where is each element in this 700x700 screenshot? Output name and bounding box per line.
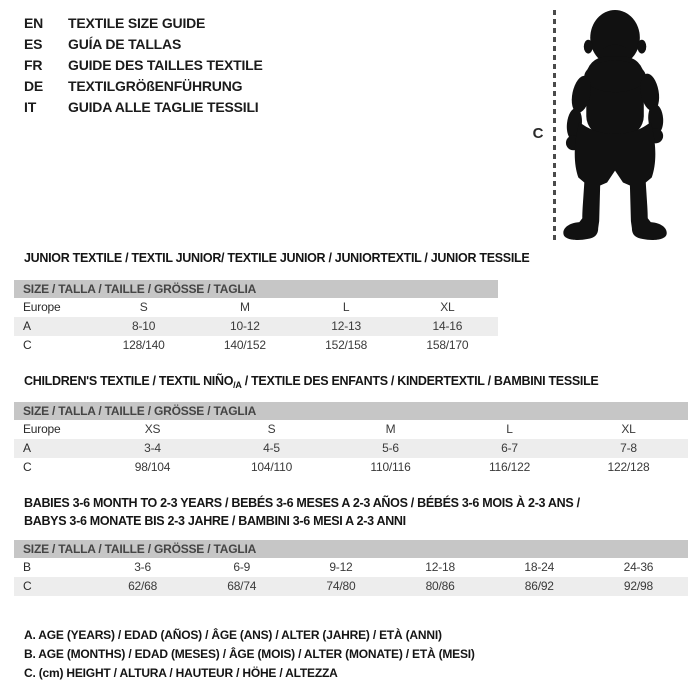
babies-section-title-line2: BABYS 3-6 MONATE BIS 2-3 JAHRE / BAMBINI 3-6 MESI A 2-3 ANNI	[24, 514, 406, 528]
size-header-bar: SIZE / TALLA / TAILLE / GRÖSSE / TAGLIA	[14, 280, 498, 298]
table-cell: 68/74	[227, 579, 257, 593]
size-header-bar: SIZE / TALLA / TAILLE / GRÖSSE / TAGLIA	[14, 540, 688, 558]
table-cell: 6-9	[233, 560, 251, 574]
children-title-sub: /A	[233, 380, 242, 390]
legend-notes	[24, 626, 475, 683]
row-label: A	[23, 319, 31, 333]
language-row-de	[24, 76, 263, 97]
table-cell: 3-6	[134, 560, 151, 574]
table-cell: XL	[440, 300, 455, 314]
babies-section-title-line1: BABIES 3-6 MONTH TO 2-3 YEARS / BEBÉS 3-6 MESES A 2-3 AÑOS / BÉBÉS 3-6 MOIS À 2-3 ANS /	[24, 496, 580, 510]
legend-note-c: C. (cm) HEIGHT / ALTURA / HAUTEUR / HÖHE / ALTEZZA	[24, 666, 338, 680]
table-cell: 104/110	[250, 460, 293, 474]
table-row	[14, 439, 688, 458]
table-cell: 128/140	[122, 338, 165, 352]
table-cell: 12-13	[331, 319, 361, 333]
table-cell: 86/92	[524, 579, 554, 593]
table-cell: 6-7	[501, 441, 518, 455]
babies-size-table	[14, 540, 688, 596]
table-cell: L	[506, 422, 513, 436]
table-cell: 110/116	[370, 460, 411, 474]
legend-note-a: A. AGE (YEARS) / EDAD (AÑOS) / ÂGE (ANS) / ALTER (JAHRE) / ETÀ (ANNI)	[24, 628, 442, 642]
row-label: C	[23, 460, 32, 474]
table-cell: 92/98	[623, 579, 653, 593]
table-cell: 98/104	[134, 460, 171, 474]
language-label: GUIDE DES TAILLES TEXTILE	[68, 57, 263, 73]
row-label: C	[23, 338, 32, 352]
table-row	[14, 558, 688, 577]
language-code: IT	[24, 99, 37, 115]
table-cell: 9-12	[329, 560, 353, 574]
language-label: GUÍA DE TALLAS	[68, 36, 182, 52]
language-row-en	[24, 13, 263, 34]
table-row	[14, 317, 498, 336]
table-cell: 18-24	[524, 560, 555, 574]
table-cell: S	[267, 422, 276, 436]
table-cell: 158/170	[426, 338, 469, 352]
language-row-fr	[24, 55, 263, 76]
table-cell: 5-6	[382, 441, 399, 455]
table-cell: 152/158	[325, 338, 368, 352]
language-label: TEXTILGRÖßENFÜHRUNG	[68, 78, 243, 94]
table-cell: S	[139, 300, 148, 314]
children-size-table	[14, 402, 688, 477]
table-cell: 3-4	[144, 441, 161, 455]
table-cell: 8-10	[132, 319, 156, 333]
children-title-post: / TEXTILE DES ENFANTS / KINDERTEXTIL / BAMBINI TESSILE	[241, 374, 599, 388]
language-code: EN	[24, 15, 44, 31]
table-cell: M	[385, 422, 396, 436]
table-cell: XS	[144, 422, 161, 436]
table-row	[14, 298, 498, 317]
table-cell: 12-18	[425, 560, 455, 574]
table-cell: XL	[621, 422, 636, 436]
table-cell: 62/68	[128, 579, 158, 593]
baby-silhouette-icon	[555, 5, 685, 243]
children-section-title	[24, 374, 598, 390]
table-cell: 7-8	[620, 441, 637, 455]
legend-note-b: B. AGE (MONTHS) / EDAD (MESES) / ÂGE (MOIS) / ALTER (MONATE) / ETÀ (MESI)	[24, 647, 475, 661]
table-row	[14, 577, 688, 596]
row-label: Europe	[23, 300, 61, 314]
table-cell: L	[342, 300, 350, 314]
table-cell: 10-12	[230, 319, 260, 333]
language-label: TEXTILE SIZE GUIDE	[68, 15, 206, 31]
language-code: FR	[24, 57, 43, 73]
table-row	[14, 336, 498, 355]
table-cell: M	[239, 300, 250, 314]
language-code: DE	[24, 78, 44, 94]
language-row-es	[24, 34, 263, 55]
row-label: Europe	[23, 422, 61, 436]
language-list	[24, 13, 263, 118]
table-row	[14, 420, 688, 439]
language-code: ES	[24, 36, 43, 52]
row-label: B	[23, 560, 31, 574]
table-cell: 116/122	[488, 460, 531, 474]
row-label: C	[23, 579, 32, 593]
children-title-pre: CHILDREN'S TEXTILE / TEXTIL NIÑO	[24, 374, 234, 388]
language-row-it	[24, 97, 263, 118]
row-label: A	[23, 441, 31, 455]
height-measure-label: C	[532, 125, 544, 142]
table-cell: 122/128	[607, 460, 650, 474]
language-label: GUIDA ALLE TAGLIE TESSILI	[68, 99, 259, 115]
table-cell: 74/80	[326, 579, 356, 593]
table-cell: 140/152	[223, 338, 266, 352]
table-cell: 80/86	[425, 579, 455, 593]
junior-size-table	[14, 280, 498, 355]
table-cell: 24-36	[623, 560, 654, 574]
junior-section-title: JUNIOR TEXTILE / TEXTIL JUNIOR/ TEXTILE JUNIOR / JUNIORTEXTIL / JUNIOR TESSILE	[24, 251, 530, 265]
table-cell: 14-16	[432, 319, 463, 333]
table-row	[14, 458, 688, 477]
size-header-bar: SIZE / TALLA / TAILLE / GRÖSSE / TAGLIA	[14, 402, 688, 420]
table-cell: 4-5	[263, 441, 280, 455]
